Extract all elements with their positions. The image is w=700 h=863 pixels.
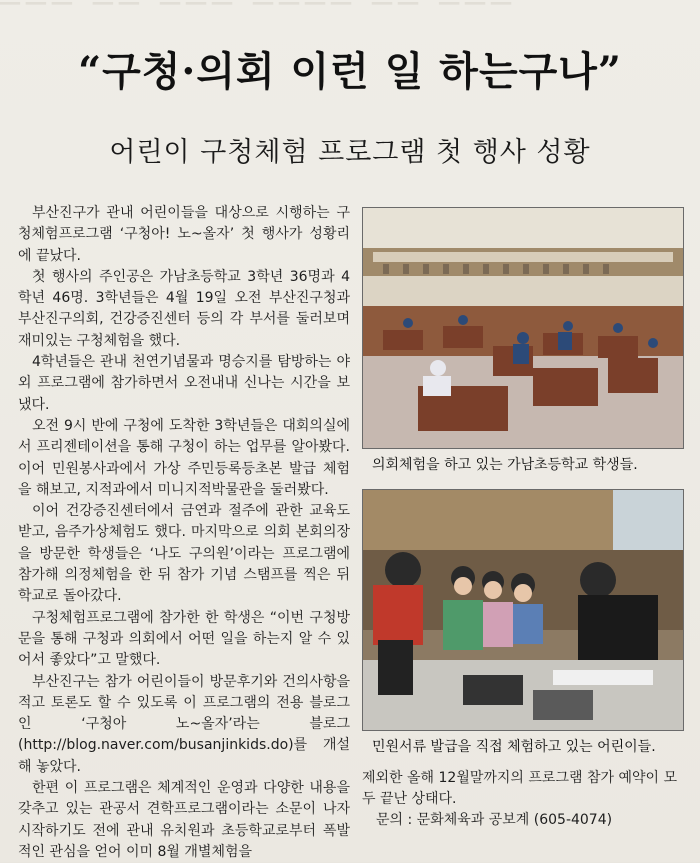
article-paragraph: 구청체험프로그램에 참가한 한 학생은 “이번 구청방문을 통해 구청과 의회에서 어떤 일을 하는지 알 수 있어서 좋았다”고 말했다.	[18, 609, 350, 669]
bleed-through-text: ▔▔▔ ▔▔ ▔▔▔ ▔▔▔▔ ▔▔ ▔▔▔	[0, 2, 518, 32]
photo-caption: 민원서류 발급을 직접 체험하고 있는 어린이들.	[372, 739, 656, 755]
article-paragraph: 이어 건강증진센터에서 금연과 절주에 관한 교육도 받고, 음주가상체험도 했다. 마지막으로 의회 본회의장을 방문한 학생들은 ‘나도 구의원’이라는 프로그램에 참가해 의정체험을 한 뒤 참가 기념 스탬프를 찍은 뒤 학교로 돌아갔다.	[18, 503, 350, 605]
article-paragraph: 첫 행사의 주인공은 가남초등학교 3학년 36명과 4학년 46명. 3학년들은 4월 19일 오전 부산진구청과 부산진구의회, 건강증진센터 등의 각 부서를 둘러보며 재미있는 구청체험을 했다.	[18, 268, 350, 349]
article-paragraph: 부산진구가 관내 어린이들을 대상으로 시행하는 구청체험프로그램 ‘구청아! 노~올자’ 첫 행사가 성황리에 끝났다.	[18, 205, 350, 264]
photo-caption: 의회체험을 하고 있는 가남초등학교 학생들.	[372, 457, 638, 473]
article-paragraph: 한편 이 프로그램은 체계적인 운영과 다양한 내용을 갖추고 있는 관공서 견학프로그램이라는 소문이 나자 시작하기도 전에 관내 유치원과 초등학교로부터 폭발적인 관심을 얻어 이미 8월 개별체험을	[18, 780, 350, 860]
headline: “구청·의회 이런 일 하는구나”	[78, 48, 622, 95]
article-paragraph: 부산진구는 참가 어린이들이 방문후기와 건의사항을 적고 토론도 할 수 있도록 이 프로그램의 전용 블로그인 ‘구청아 노~올자’라는 블로그(http://blog.naver.com/busanjinkids.do)를 개설해 놓았다.	[18, 673, 350, 775]
subheadline: 어린이 구청체험 프로그램 첫 행사 성황	[109, 137, 591, 168]
article-continuation	[362, 768, 682, 831]
article-body	[18, 203, 350, 863]
article-paragraph: 오전 9시 반에 구청에 도착한 3학년들은 대회의실에서 프리젠테이션을 통해 구청이 하는 업무를 알아봤다. 이어 민원봉사과에서 가상 주민등록등초본 발급 체험을 해보고, 지적과에서 미니지적박물관을 둘러봤다.	[18, 417, 350, 498]
article-paragraph: 4학년들은 관내 천연기념물과 명승지를 탐방하는 야외 프로그램에 참가하면서 오전내내 신나는 시간을 보냈다.	[18, 354, 350, 413]
council-chamber-photo	[362, 207, 684, 449]
continuation-paragraph: 제외한 올해 12월말까지의 프로그램 참가 예약이 모두 끝난 상태다.	[362, 770, 677, 807]
civil-service-photo	[362, 489, 684, 731]
contact-line: 문의 : 문화체육과 공보계 (605-4074)	[376, 812, 613, 828]
